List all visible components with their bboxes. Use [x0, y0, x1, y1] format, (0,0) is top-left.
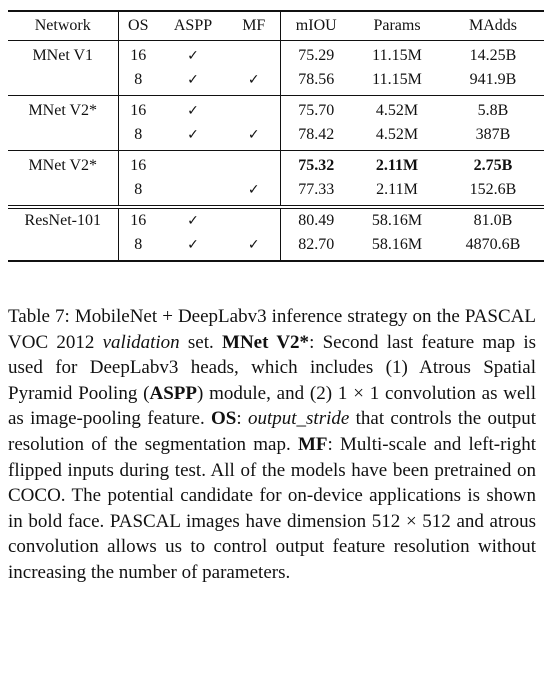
table-row — [8, 96, 544, 124]
network-cell — [8, 233, 118, 261]
miou-cell: 82.70 — [280, 233, 352, 261]
aspp-cell: ✓ — [158, 233, 228, 261]
mf-cell — [228, 96, 280, 124]
header-miou: mIOU — [280, 11, 352, 41]
caption-text: : — [236, 408, 248, 430]
miou-cell: 78.56 — [298, 71, 335, 88]
caption-term-mf: MF — [297, 433, 328, 455]
caption-term-aspp: ASPP — [149, 382, 197, 404]
header-network: Network — [8, 11, 118, 41]
caption-text: Table 7: MobileNet + DeepLabv3 inference strategy on the PASCAL VOC 2012 — [8, 306, 536, 353]
table-row — [8, 178, 544, 207]
os-cell: 16 — [118, 151, 158, 179]
table-row — [8, 123, 544, 151]
caption-italic: validation — [102, 331, 180, 353]
os-cell: 16 — [118, 41, 158, 69]
os-cell: 8 — [118, 233, 158, 261]
table-row — [8, 41, 544, 69]
header-mf: MF — [228, 11, 280, 41]
miou-cell: 78.42 — [298, 126, 335, 143]
network-cell — [8, 178, 118, 207]
params-cell: 4.52M — [352, 96, 442, 124]
mf-cell: ✓ — [228, 178, 280, 207]
network-cell — [8, 123, 118, 151]
mf-cell: ✓ — [228, 68, 280, 96]
aspp-cell: ✓ — [158, 207, 228, 233]
params-cell: 2.11M — [352, 151, 442, 179]
caption-text: ) module, and (2) 1 × 1 convolution as well as image-pooling feature. — [8, 382, 536, 430]
mf-cell: ✓ — [228, 123, 280, 151]
table-header-row — [8, 11, 544, 41]
miou-cell: 75.29 — [280, 41, 352, 69]
mf-cell — [228, 207, 280, 233]
aspp-cell: ✓ — [187, 127, 199, 143]
mf-cell — [228, 151, 280, 179]
madds-cell: 14.25B — [442, 41, 544, 69]
params-cell: 11.15M — [352, 41, 442, 69]
madds-cell: 4870.6B — [442, 233, 544, 261]
table-row — [8, 68, 544, 96]
header-params: Params — [352, 11, 442, 41]
results-table-container — [8, 10, 544, 262]
params-cell: 2.11M — [376, 181, 418, 198]
madds-cell: 387B — [475, 126, 511, 143]
table-row — [8, 233, 544, 261]
network-cell — [8, 68, 118, 96]
aspp-cell: ✓ — [158, 41, 228, 69]
network-cell: ResNet-101 — [8, 207, 118, 233]
params-cell: 58.16M — [352, 233, 442, 261]
aspp-cell — [158, 178, 228, 207]
miou-cell: 77.33 — [298, 181, 335, 198]
madds-cell: 5.8B — [442, 96, 544, 124]
caption-text: set. — [179, 331, 223, 353]
mf-cell — [228, 41, 280, 69]
caption-italic: output_stride — [247, 408, 350, 430]
madds-cell: 81.0B — [442, 207, 544, 233]
network-cell: MNet V2* — [8, 96, 118, 124]
os-cell: 16 — [118, 96, 158, 124]
aspp-cell — [158, 151, 228, 179]
table-caption — [8, 304, 536, 586]
network-cell: MNet V1 — [8, 41, 118, 69]
params-cell: 4.52M — [375, 126, 419, 143]
madds-cell: 2.75B — [442, 151, 544, 179]
os-cell: 8 — [134, 181, 143, 198]
miou-cell: 75.70 — [280, 96, 352, 124]
os-cell: 16 — [118, 207, 158, 233]
aspp-cell: ✓ — [158, 96, 228, 124]
os-cell: 8 — [134, 71, 143, 88]
mf-cell: ✓ — [228, 233, 280, 261]
caption-text: : Second last feature map is used for DeepLabv3 heads, which includes (1) Atrous Spatial Pyramid Pooling ( — [8, 331, 536, 404]
header-madds: MAdds — [442, 11, 544, 41]
caption-term-mnet: MNet V2* — [222, 331, 310, 353]
results-table — [8, 10, 544, 262]
caption-term-os: OS — [211, 408, 237, 430]
caption-text: : Multi-scale and left-right flipped inputs during test. All of the models have been pretrained on COCO. The potential candidate for on-device applications is shown in bold face. PASCAL images have dimension 512 × 512 and atrous convolution allows us to control output feature resolution without increasing the number of parameters. — [8, 433, 536, 583]
network-cell: MNet V2* — [8, 151, 118, 179]
table-row — [8, 207, 544, 233]
miou-cell: 80.49 — [280, 207, 352, 233]
os-cell: 8 — [134, 126, 143, 143]
caption-text: that controls the output resolution of the segmentation map. — [8, 408, 537, 455]
miou-cell: 75.32 — [280, 151, 352, 179]
header-os: OS — [118, 11, 158, 41]
params-cell: 11.15M — [372, 71, 422, 88]
header-aspp: ASPP — [158, 11, 228, 41]
table-row — [8, 151, 544, 179]
madds-cell: 941.9B — [469, 71, 517, 88]
madds-cell: 152.6B — [469, 181, 517, 198]
aspp-cell: ✓ — [187, 72, 199, 88]
params-cell: 58.16M — [352, 207, 442, 233]
